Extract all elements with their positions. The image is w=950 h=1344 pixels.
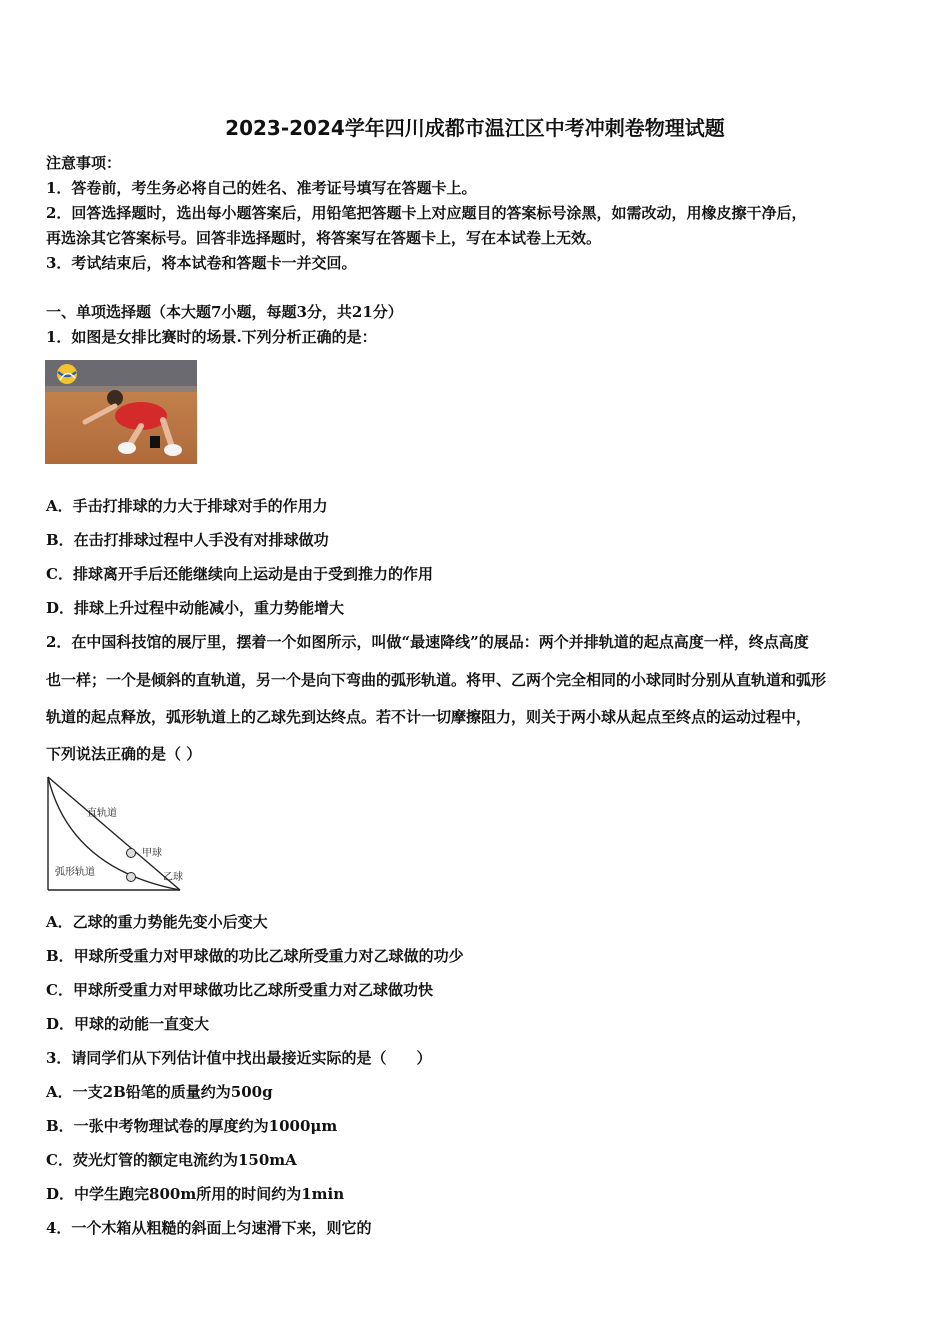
question-4-stem: 4．一个木箱从粗糙的斜面上匀速滑下来，则它的: [46, 1219, 372, 1237]
question-3-stem: 3．请同学们从下列估计值中找出最接近实际的是（ ）: [46, 1049, 432, 1067]
brachistochrone-drawing: [45, 774, 195, 894]
question-1-option-b: B．在击打排球过程中人手没有对排球做功: [46, 531, 329, 549]
question-2-stem: 2．在中国科技馆的展厅里，摆着一个如图所示，叫做“最速降线”的展品：两个并排轨道的起点高度一样，终点高度: [46, 633, 809, 651]
question-2-option-c: C．甲球所受重力对甲球做功比乙球所受重力对乙球做功快: [46, 981, 433, 999]
notice-heading: 注意事项：: [46, 154, 122, 172]
volleyball-photo-drawing: [45, 360, 197, 464]
volleyball-photo: [45, 360, 197, 464]
question-3-option-d: D．中学生跑完800m所用的时间约为1min: [46, 1185, 345, 1203]
question-1-option-d: D．排球上升过程中动能减小，重力势能增大: [46, 599, 345, 617]
question-3-option-a: A．一支2B铅笔的质量约为500g: [46, 1083, 273, 1101]
question-2-stem: 下列说法正确的是（ ）: [46, 745, 202, 763]
arc-track-label: 弧形轨道: [55, 867, 95, 878]
question-2-option-b: B．甲球所受重力对甲球做的功比乙球所受重力对乙球做的功少: [46, 947, 464, 965]
page-title: 2023-2024学年四川成都市温江区中考冲刺卷物理试题: [225, 116, 725, 140]
question-2-option-d: D．甲球的动能一直变大: [46, 1015, 210, 1033]
straight-track-label: 直轨道: [87, 808, 117, 819]
notice-item: 1．答卷前，考生务必将自己的姓名、准考证号填写在答题卡上。: [46, 179, 477, 197]
ball-b: [127, 873, 136, 882]
brachistochrone-diagram: [45, 774, 195, 894]
question-3-option-c: C．荧光灯管的额定电流约为150mA: [46, 1151, 297, 1169]
question-3-option-b: B．一张中考物理试卷的厚度约为1000μm: [46, 1117, 338, 1135]
notice-item: 3．考试结束后，将本试卷和答题卡一并交回。: [46, 254, 357, 272]
question-2-stem: 也一样；一个是倾斜的直轨道，另一个是向下弯曲的弧形轨道。将甲、乙两个完全相同的小球同时分别从直轨道和弧形: [46, 671, 827, 689]
question-2-option-a: A．乙球的重力势能先变小后变大: [46, 913, 268, 931]
question-1-option-a: A．手击打排球的力大于排球对手的作用力: [46, 497, 328, 515]
notice-item: 再选涂其它答案标号。回答非选择题时，将答案写在答题卡上，写在本试卷上无效。: [46, 229, 602, 247]
section-heading: 一、单项选择题（本大题7小题，每题3分，共21分）: [46, 303, 403, 321]
question-1-option-c: C．排球离开手后还能继续向上运动是由于受到推力的作用: [46, 565, 433, 583]
ball-b-label: 乙球: [163, 872, 183, 883]
question-1-stem: 1．如图是女排比赛时的场景.下列分析正确的是：: [46, 328, 377, 346]
ball-a: [127, 849, 136, 858]
ball-a-label: 甲球: [142, 848, 162, 859]
question-2-stem: 轨道的起点释放，弧形轨道上的乙球先到达终点。若不计一切摩擦阻力，则关于两小球从起点至终点的运动过程中，: [46, 708, 812, 726]
notice-item: 2．回答选择题时，选出每小题答案后，用铅笔把答题卡上对应题目的答案标号涂黑，如需改动，用橡皮擦干净后，: [46, 204, 807, 222]
